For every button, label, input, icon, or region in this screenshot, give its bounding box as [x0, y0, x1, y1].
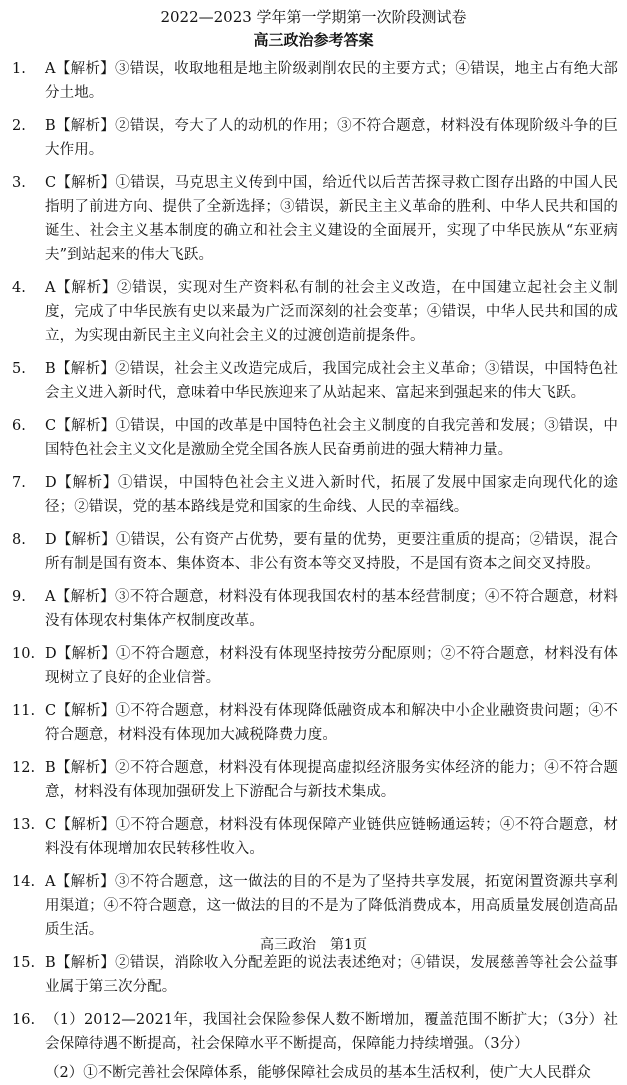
answer-number: 4. — [12, 280, 26, 296]
answer-item-5 — [12, 357, 618, 405]
answer-number: 7. — [12, 475, 26, 491]
answer-text: D【解析】①错误，公有资产占优势，要有量的优势，更要注重质的提高；②错误，混合所有制是国有资本、集体资本、非公有资本等交叉持股，不是国有资本之间交叉持股。 — [45, 532, 618, 572]
answer-item-9 — [12, 585, 618, 633]
answer-item-16 — [12, 1008, 618, 1056]
answer-item-8 — [12, 528, 618, 576]
answer-number: 3. — [12, 175, 26, 191]
answer-number: 13. — [12, 817, 36, 833]
answer-item-12 — [12, 756, 618, 804]
answer-text: A【解析】③不符合题意，材料没有体现我国农村的基本经营制度；④不符合题意，材料没有体现农村集体产权制度改革。 — [45, 589, 618, 629]
answer-item-10 — [12, 642, 618, 690]
answer-text: A【解析】③不符合题意，这一做法的目的不是为了坚持共享发展，拓宽闲置资源共享利用渠道；④不符合题意，这一做法的目的不是为了降低消费成本，用高质量发展创造高品质生活。 — [45, 874, 618, 938]
answer-item-14 — [12, 870, 618, 942]
answer-item-11 — [12, 699, 618, 747]
answer-number: 10. — [12, 646, 36, 662]
answer-text: A【解析】②错误，实现对生产资料私有制的社会主义改造，在中国建立起社会主义制度，完成了中华民族有史以来最为广泛而深刻的社会变革；④错误，中华人民共和国的成立，为实现由新民主主义向社会主义的过渡创造前提条件。 — [45, 280, 618, 344]
answer-number: 12. — [12, 760, 36, 776]
answer-text: （1）2012—2021年，我国社会保险参保人数不断增加，覆盖范围不断扩大；（3分）社会保障待遇不断提高，社会保障水平不断提高，保障能力持续增强。（3分） — [45, 1012, 618, 1052]
answer-text: C【解析】①不符合题意，材料没有体现保障产业链供应链畅通运转；④不符合题意，材料没有体现增加农民转移性收入。 — [45, 817, 618, 857]
answer-number: 8. — [12, 532, 26, 548]
answer-key-title: 高三政治参考答案 — [253, 31, 374, 49]
answer-item-2 — [12, 114, 618, 162]
answer-item-1 — [12, 57, 618, 105]
answer-text: C【解析】①错误，中国的改革是中国特色社会主义制度的自我完善和发展；③错误，中国特色社会主义文化是激励全党全国各族人民奋勇前进的强大精神力量。 — [45, 418, 618, 458]
answer-number: 15. — [12, 955, 36, 971]
answer-number: 9. — [12, 589, 26, 605]
page-footer: 高三政治 第1页 — [260, 937, 367, 953]
answer-text: C【解析】①错误，马克思主义传到中国，给近代以后苦苦探寻救亡图存出路的中国人民指明了前进方向、提供了全新选择；③错误，新民主主义革命的胜利、中华人民共和国的诞生、社会主义基本制度的确立和社会主义建设的全面展开，实现了中华民族从“东亚病夫”到站起来的伟大飞跃。 — [45, 175, 618, 263]
answer-list — [12, 57, 618, 1085]
answer-text: D【解析】①错误，中国特色社会主义进入新时代，拓展了发展中国家走向现代化的途径；②错误，党的基本路线是党和国家的生命线、人民的幸福线。 — [45, 475, 618, 515]
answer-number: 5. — [12, 361, 26, 377]
answer-number: 1. — [12, 61, 26, 77]
answer-text: C【解析】①不符合题意，材料没有体现降低融资成本和解决中小企业融资贵问题；④不符合题意，材料没有体现加大减税降费力度。 — [45, 703, 618, 743]
answer-item-13 — [12, 813, 618, 861]
answer-number: 16. — [12, 1012, 36, 1028]
answer-text: A【解析】③错误，收取地租是地主阶级剥削农民的主要方式；④错误，地主占有绝大部分土地。 — [45, 61, 618, 101]
answer-text: B【解析】②错误，消除收入分配差距的说法表述绝对；④错误，发展慈善等社会公益事业属于第三次分配。 — [45, 955, 618, 995]
answer-item-3 — [12, 171, 618, 267]
answer-item-15 — [12, 951, 618, 999]
answer-number: 11. — [12, 703, 36, 719]
answer-text: B【解析】②错误，社会主义改造完成后，我国完成社会主义革命；③错误，中国特色社会主义进入新时代，意味着中华民族迎来了从站起来、富起来到强起来的伟大飞跃。 — [45, 361, 618, 401]
answer-item-6 — [12, 414, 618, 462]
answer-text: B【解析】②错误，夸大了人的动机的作用；③不符合题意，材料没有体现阶级斗争的巨大作用。 — [45, 118, 618, 158]
answer-text: B【解析】②不符合题意，材料没有体现提高虚拟经济服务实体经济的能力；④不符合题意，材料没有体现加强研发上下游配合与新技术集成。 — [45, 760, 618, 800]
answer-number: 6. — [12, 418, 26, 434]
answer-text: D【解析】①不符合题意，材料没有体现坚持按劳分配原则；②不符合题意，材料没有体现树立了良好的企业信誉。 — [45, 646, 618, 686]
answer-item-7 — [12, 471, 618, 519]
answer-item-16-part-2: （2）①不断完善社会保障体系，能够保障社会成员的基本生活权利，使广大人民群众 — [45, 1065, 591, 1081]
answer-number: 14. — [12, 874, 36, 890]
exam-title: 2022—2023 学年第一学期第一次阶段测试卷 — [160, 8, 467, 26]
answer-item-4 — [12, 276, 618, 348]
answer-number: 2. — [12, 118, 26, 134]
